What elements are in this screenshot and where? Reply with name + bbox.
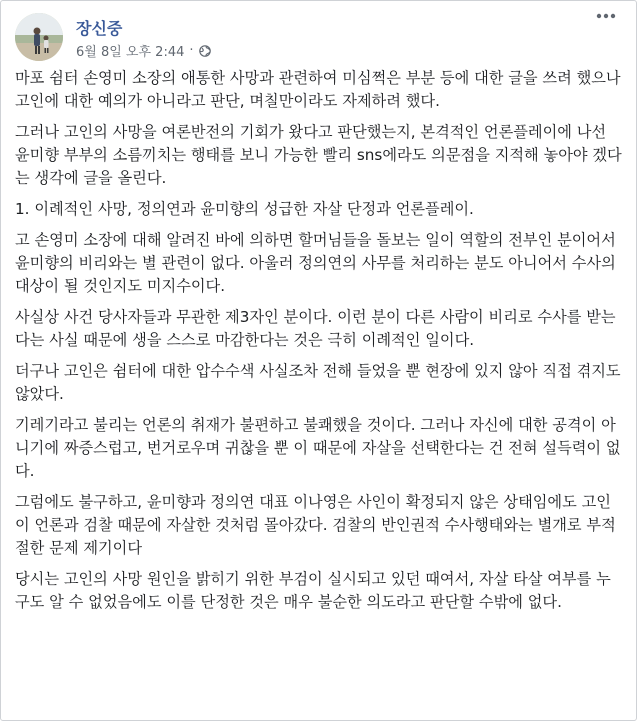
avatar[interactable] — [15, 13, 63, 61]
post-meta — [76, 41, 211, 60]
post-header — [15, 13, 622, 65]
post-paragraph: 마포 쉼터 손영미 소장의 애통한 사망과 관련하여 미심쩍은 부분 등에 대한 글을 쓰려 했으나 고인에 대한 예의가 아니라고 판단, 며칠만이라도 자제하려 했다. — [15, 69, 621, 110]
globe-icon[interactable] — [199, 45, 211, 57]
post-paragraph: 그러나 고인의 사망을 여론반전의 기회가 왔다고 판단했는지, 본격적인 언론플레이에 나선 윤미향 부부의 소름끼치는 행태를 보니 가능한 빨리 sns에라도 의문점을 지적해 놓아야 겠다는 생각에 글을 올린다. — [15, 123, 622, 187]
post-timestamp[interactable]: 6월 8일 오후 2:44 — [76, 45, 185, 60]
post-paragraph: 그럼에도 불구하고, 윤미향과 정의연 대표 이나영은 사인이 확정되지 않은 상태임에도 고인이 언론과 검찰 때문에 자살한 것처럼 몰아갔다. 검찰의 반인권적 수사행태와는 별개로 부적절한 문제 제기이다 — [15, 493, 616, 557]
meta-separator: · — [189, 43, 194, 58]
post-paragraph: 기레기라고 불리는 언론의 취재가 불편하고 불쾌했을 것이다. 그러나 자신에 대한 공격이 아니기에 짜증스럽고, 번거로우며 귀찮을 뿐 이 때문에 자살을 선택한다는 건 전혀 설득력이 없다. — [15, 416, 621, 480]
post-paragraph: 더구나 고인은 쉼터에 대한 압수수색 사실조차 전해 들었을 뿐 현장에 있지 않아 직접 겪지도 않았다. — [15, 362, 621, 403]
more-dots — [596, 13, 616, 19]
post-paragraph: 1. 이례적인 사망, 정의연과 윤미향의 성급한 자살 단정과 언론플레이. — [15, 200, 474, 218]
post-paragraph: 당시는 고인의 사망 원인을 밝히기 위한 부검이 실시되고 있던 때여서, 자살 타살 여부를 누구도 알 수 없었음에도 이를 단정한 것은 매우 불순한 의도라고 판단할 수밖에 없다. — [15, 570, 611, 611]
post-paragraph: 고 손영미 소장에 대해 알려진 바에 의하면 할머님들을 돌보는 일이 역할의 전부인 분이어서 윤미향의 비리와는 별 관련이 없다. 아울러 정의연의 사무를 처리하는 분도 아니어서 수사의 대상이 될 것인지도 미지수이다. — [15, 231, 616, 295]
more-options-icon[interactable] — [594, 13, 618, 29]
post-body — [15, 67, 622, 622]
avatar-photo — [15, 13, 63, 61]
author-name[interactable]: 장신중 — [76, 19, 123, 38]
post-paragraph: 사실상 사건 당사자들과 무관한 제3자인 분이다. 이런 분이 다른 사람이 비리로 수사를 받는다는 사실 때문에 생을 스스로 마감한다는 것은 극히 이례적인 일이다. — [15, 308, 616, 349]
